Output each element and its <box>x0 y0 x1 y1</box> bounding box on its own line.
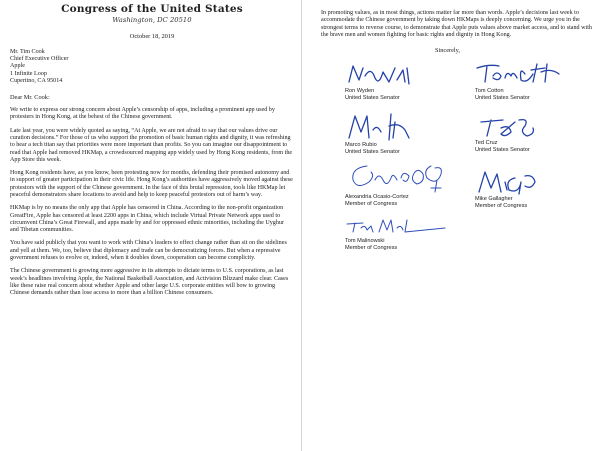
signer-title: United States Senator <box>475 94 530 101</box>
signature-image <box>345 112 425 142</box>
signer-name: Ted Cruz <box>475 140 498 147</box>
signer-gallagher <box>475 168 600 209</box>
body-paragraph: You have said publicly that you want to work with China’s leaders to effect change rather than sit on the sidelines and yell at them. We, too, believe that diplomacy and trade can be democratizing forces. But when a repressive government refuses to evolve or, indeed, when it doubles down, cooperation can become complicity. <box>10 240 287 262</box>
signer-rubio <box>345 112 475 155</box>
signer-title: Member of Congress <box>345 244 398 251</box>
recipient-address <box>10 49 294 85</box>
body-paragraph: Hong Kong residents have, as you know, been protesting now for months, defending their promised autonomy and in support of greater participation in their civic life. Hong Kong’s authorities have aggressively moved against these protestors with the support of the Chinese government. In the face of this brutal repression, tools like HKMap let peaceful demonstrators share locations to avoid and help to keep peaceful protestors out of harm’s way. <box>10 170 293 198</box>
body-paragraph: Late last year, you were widely quoted as saying, “At Apple, we are not afraid to say that our values drive our curation decisions.” For those of us who support the promotion of basic human rights and dignity, it was refreshing to hear a tech titan say that priorities were more important than profits. So you can imagine our disappointment to read that Apple had removed HKMap, a crowdsourced mapping app widely used by Hong Kong residents, from the App Store this week. <box>10 127 293 163</box>
signer-name: Tom Malinowski <box>345 238 385 245</box>
letterhead-title: Congress of the United States <box>61 3 243 15</box>
letter-date: October 18, 2019 <box>129 33 175 40</box>
letterhead-city: Washington, DC 20510 <box>112 16 192 24</box>
signer-wyden <box>345 62 475 101</box>
signature-block <box>321 56 594 286</box>
signature-image <box>475 60 565 88</box>
recipient-line: Chief Executive Officer <box>10 56 69 63</box>
signer-title: United States Senator <box>345 148 400 155</box>
signature-image <box>345 216 455 238</box>
body-paragraph: HKMap is by no means the only app that Apple has censored in China. According to the non-profit organization GreatFire, Apple has censored at least 2200 apps in China, which include Virtual Private Network apps used to circumvent China’s Great Firewall, and apps made by and for oppressed ethnic minorities, including the Uyghur and Tibetan communities. <box>10 205 284 234</box>
body-paragraph: The Chinese government is growing more aggressive in its attempts to dictate terms to U.S. corporations, as last week’s headlines involving Apple, the National Basketball Association, and Activision Blizzard make clear. Cases like these raise real concern about whether Apple and other large U.S. corporate entities will bow to growing Chinese demands rather than lose access to more than a billion Chinese consumers. <box>10 268 289 297</box>
signer-name: Marco Rubio <box>345 142 377 149</box>
body-paragraph: We write to express our strong concern about Apple’s censorship of apps, including a prominent app used by protesters in Hong Kong, at the behest of the Chinese government. <box>10 107 275 121</box>
recipient-line: 1 Infinite Loop <box>10 70 47 77</box>
signature-image <box>475 168 555 196</box>
signer-title: United States Senator <box>475 146 530 153</box>
signer-name: Tom Cotton <box>475 88 504 95</box>
signer-malinowski <box>345 216 475 251</box>
recipient-line: Mr. Tim Cook <box>10 49 45 55</box>
closing: Sincerely, <box>435 47 460 55</box>
signature-image <box>345 62 425 88</box>
signer-title: United States Senator <box>345 94 400 101</box>
salutation: Dear Mr. Cook: <box>10 94 50 102</box>
signer-title: Member of Congress <box>345 200 398 207</box>
signer-cotton <box>475 60 600 101</box>
signer-ocasio-cortez <box>345 160 475 207</box>
signer-title: Member of Congress <box>475 202 528 209</box>
signer-name: Ron Wyden <box>345 88 375 95</box>
letter-page-2 <box>303 0 600 451</box>
signer-name: Alexandria Ocasio-Cortez <box>345 194 409 201</box>
signer-cruz <box>475 114 600 153</box>
recipient-line: Cupertino, CA 95014 <box>10 77 63 84</box>
signature-image <box>475 114 545 140</box>
page-divider <box>301 0 302 451</box>
body-paragraph: In promoting values, as in most things, actions matter far more than words. Apple’s decisions last week to accommodate the Chinese government by taking down HKMaps is deeply concerning. We urge you in the strongest terms to reverse course, to demonstrate that Apple puts values above market access, and to stand with the brave men and women fighting for basic rights and dignity in Hong Kong. <box>321 10 592 38</box>
recipient-line: Apple <box>10 63 25 70</box>
signer-name: Mike Gallagher <box>475 196 513 203</box>
letterhead <box>10 3 294 24</box>
signature-image <box>345 160 457 194</box>
